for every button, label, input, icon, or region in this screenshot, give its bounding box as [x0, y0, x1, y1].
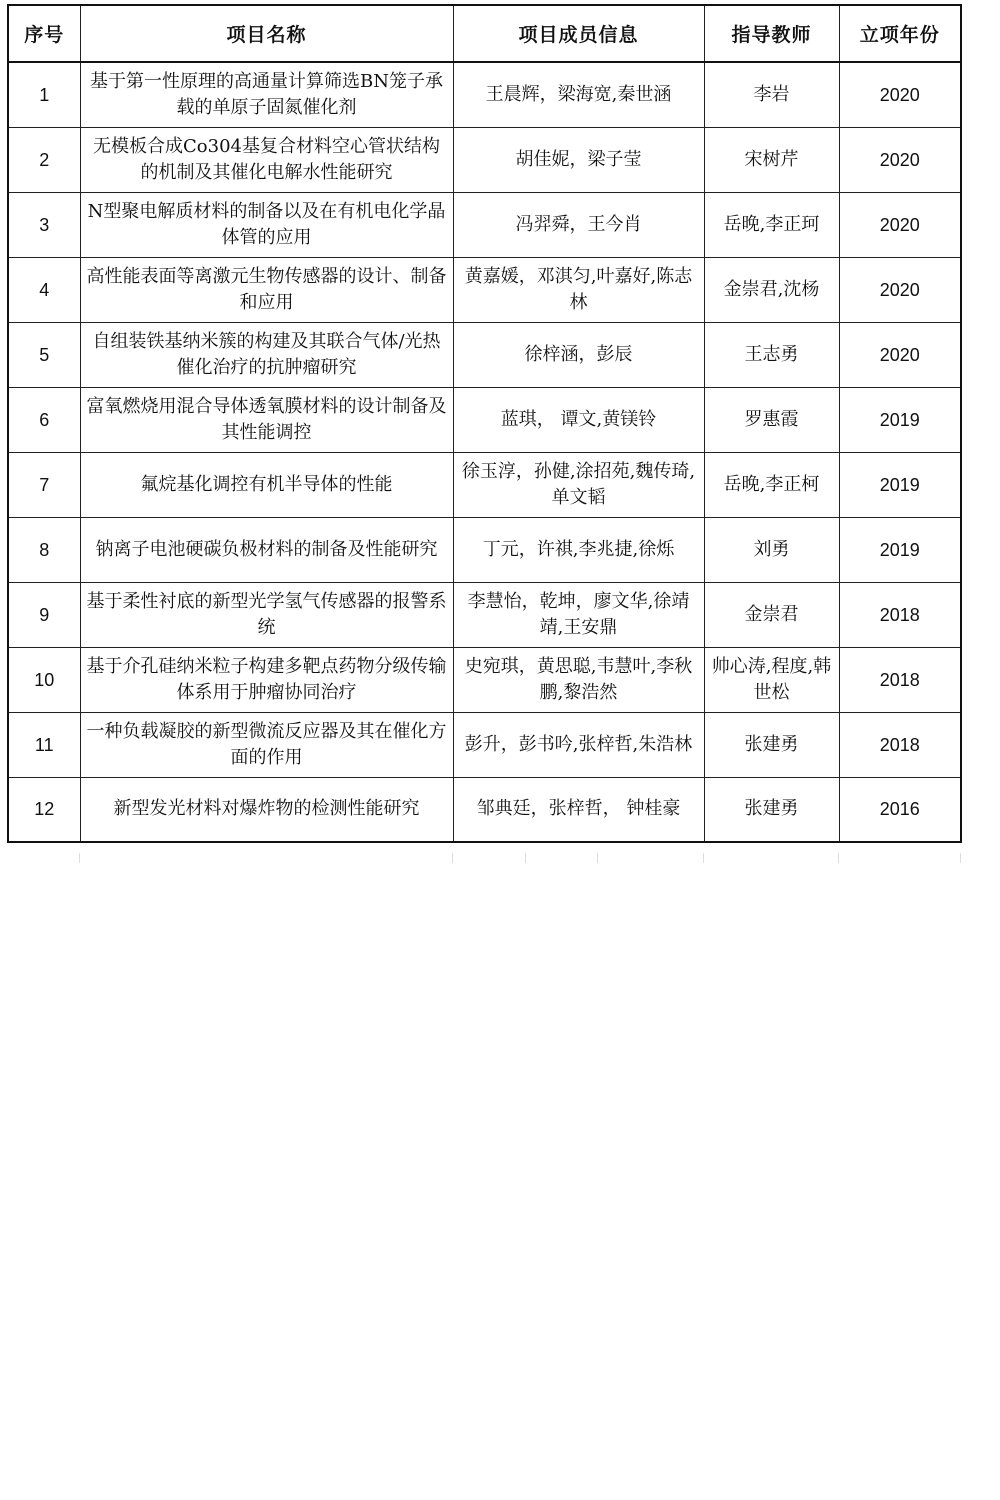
cell-members: 王晨辉，梁海宽,秦世涵 — [453, 62, 704, 127]
cell-members: 胡佳妮，梁子莹 — [453, 127, 704, 192]
cell-year: 2020 — [839, 62, 961, 127]
cell-no: 12 — [8, 777, 80, 842]
cell-advisor: 李岩 — [704, 62, 839, 127]
cell-members: 邹典廷，张梓哲， 钟桂豪 — [453, 777, 704, 842]
cell-year: 2020 — [839, 127, 961, 192]
table-row — [8, 712, 961, 777]
cell-members: 徐梓涵，彭辰 — [453, 322, 704, 387]
cell-no: 2 — [8, 127, 80, 192]
table-row — [8, 777, 961, 842]
cell-members: 李慧怡，乾坤，廖文华,徐靖靖,王安鼎 — [453, 582, 704, 647]
cell-no: 5 — [8, 322, 80, 387]
cell-advisor: 宋树芹 — [704, 127, 839, 192]
gridline-stub — [525, 853, 526, 863]
cell-year: 2018 — [839, 712, 961, 777]
cell-members: 冯羿舜，王今肖 — [453, 192, 704, 257]
cell-advisor: 张建勇 — [704, 712, 839, 777]
cell-no: 7 — [8, 452, 80, 517]
cell-project-name: 基于介孔硅纳米粒子构建多靶点药物分级传输体系用于肿瘤协同治疗 — [80, 647, 453, 712]
cell-advisor: 金崇君,沈杨 — [704, 257, 839, 322]
cell-year: 2020 — [839, 322, 961, 387]
header-advisor: 指导教师 — [704, 5, 839, 62]
table-row — [8, 387, 961, 452]
cell-advisor: 罗惠霞 — [704, 387, 839, 452]
cell-project-name: 无模板合成Co304基复合材料空心管状结构的机制及其催化电解水性能研究 — [80, 127, 453, 192]
cell-no: 10 — [8, 647, 80, 712]
table-row — [8, 517, 961, 582]
header-members: 项目成员信息 — [453, 5, 704, 62]
gridline-stub — [79, 853, 80, 863]
table-row — [8, 322, 961, 387]
cell-year: 2016 — [839, 777, 961, 842]
table-row — [8, 127, 961, 192]
cell-project-name: 富氧燃烧用混合导体透氧膜材料的设计制备及其性能调控 — [80, 387, 453, 452]
cell-project-name: 一种负载凝胶的新型微流反应器及其在催化方面的作用 — [80, 712, 453, 777]
cell-no: 6 — [8, 387, 80, 452]
gridline-stub — [597, 853, 598, 863]
cell-year: 2019 — [839, 452, 961, 517]
table-row — [8, 192, 961, 257]
cell-project-name: 自组装铁基纳米簇的构建及其联合气体/光热催化治疗的抗肿瘤研究 — [80, 322, 453, 387]
cell-members: 蓝琪， 谭文,黄镁铃 — [453, 387, 704, 452]
cell-advisor: 帅心涛,程度,韩世松 — [704, 647, 839, 712]
cell-no: 1 — [8, 62, 80, 127]
cell-no: 9 — [8, 582, 80, 647]
cell-year: 2018 — [839, 582, 961, 647]
cell-year: 2019 — [839, 517, 961, 582]
header-year: 立项年份 — [839, 5, 961, 62]
table-row — [8, 647, 961, 712]
header-no: 序号 — [8, 5, 80, 62]
cell-project-name: 新型发光材料对爆炸物的检测性能研究 — [80, 777, 453, 842]
cell-advisor: 王志勇 — [704, 322, 839, 387]
table-row — [8, 257, 961, 322]
table-row — [8, 582, 961, 647]
cell-year: 2019 — [839, 387, 961, 452]
project-table — [7, 4, 962, 843]
cell-advisor: 岳晚,李正柯 — [704, 452, 839, 517]
table-header-row — [8, 5, 961, 62]
cell-no: 4 — [8, 257, 80, 322]
cell-no: 3 — [8, 192, 80, 257]
table-row — [8, 62, 961, 127]
cell-advisor: 金崇君 — [704, 582, 839, 647]
cell-members: 彭升，彭书吟,张梓哲,朱浩林 — [453, 712, 704, 777]
cell-members: 黄嘉媛，邓淇匀,叶嘉好,陈志林 — [453, 257, 704, 322]
cell-advisor: 岳晚,李正珂 — [704, 192, 839, 257]
cell-no: 8 — [8, 517, 80, 582]
cell-members: 史宛琪，黄思聪,韦慧叶,李秋鹏,黎浩然 — [453, 647, 704, 712]
cell-no: 11 — [8, 712, 80, 777]
cell-project-name: 钠离子电池硬碳负极材料的制备及性能研究 — [80, 517, 453, 582]
gridline-stub — [452, 853, 453, 863]
gridline-stub — [703, 853, 704, 863]
table-row — [8, 452, 961, 517]
cell-members: 徐玉淳，孙健,涂招苑,魏传琦,单文韬 — [453, 452, 704, 517]
cell-year: 2020 — [839, 192, 961, 257]
cell-project-name: 基于柔性衬底的新型光学氢气传感器的报警系统 — [80, 582, 453, 647]
gridline-stub — [838, 853, 839, 863]
cell-project-name: 基于第一性原理的高通量计算筛选BN笼子承载的单原子固氮催化剂 — [80, 62, 453, 127]
project-table-sheet — [7, 4, 960, 843]
cell-advisor: 刘勇 — [704, 517, 839, 582]
gridline-stub — [960, 853, 961, 863]
header-project-name: 项目名称 — [80, 5, 453, 62]
cell-project-name: N型聚电解质材料的制备以及在有机电化学晶体管的应用 — [80, 192, 453, 257]
cell-advisor: 张建勇 — [704, 777, 839, 842]
cell-project-name: 高性能表面等离激元生物传感器的设计、制备和应用 — [80, 257, 453, 322]
cell-members: 丁元，许祺,李兆捷,徐烁 — [453, 517, 704, 582]
cell-year: 2018 — [839, 647, 961, 712]
cell-year: 2020 — [839, 257, 961, 322]
cell-project-name: 氟烷基化调控有机半导体的性能 — [80, 452, 453, 517]
